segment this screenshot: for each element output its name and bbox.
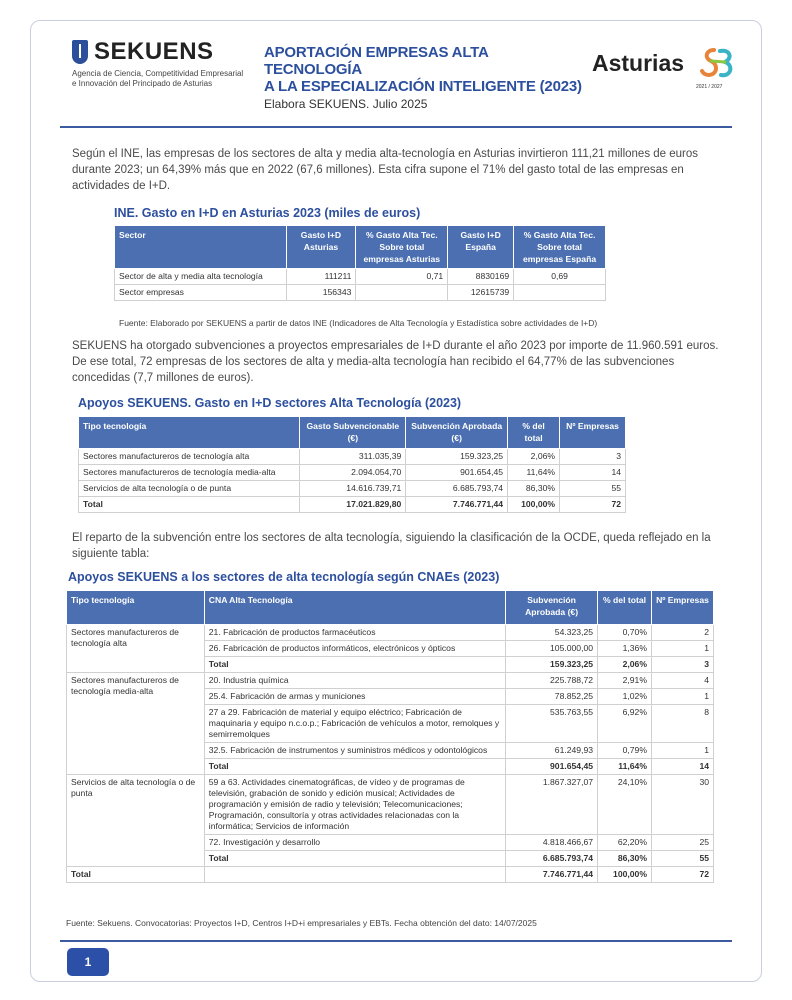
cell: 159.323,25 [506, 657, 598, 673]
table-row [67, 625, 714, 641]
cell: 1 [651, 743, 713, 759]
table-row [79, 481, 626, 497]
cell [204, 867, 505, 883]
cell: 7.746.771,44 [406, 497, 508, 513]
page-title: APORTACIÓN EMPRESAS ALTA TECNOLOGÍA [264, 44, 489, 78]
cell: Total [79, 497, 300, 513]
cell: 8830169 [448, 269, 514, 285]
cell: 62,20% [598, 835, 652, 851]
cnae-table [66, 590, 714, 883]
cell: 0,69 [514, 269, 606, 285]
cell: 100,00% [598, 867, 652, 883]
cell: Total [204, 851, 505, 867]
table1-source: Fuente: Elaborado por SEKUENS a partir de datos INE (Indicadores de Alta Tecnología y Estadística sobre actividades de I+D) [119, 318, 598, 328]
cell: 26. Fabricación de productos informáticos, electrónicos y ópticos [204, 641, 505, 657]
group-label: Sectores manufactureros de tecnología alta [67, 625, 205, 673]
table2-title: Apoyos SEKUENS. Gasto en I+D sectores Alta Tecnología (2023) [78, 396, 462, 410]
logo-name: SEKUENS [94, 38, 214, 65]
cell: 111211 [286, 269, 356, 285]
header [72, 36, 732, 111]
cell: 20. Industria química [204, 673, 505, 689]
cell: 6.685.793,74 [406, 481, 508, 497]
cell: 59 a 63. Actividades cinematográficas, de vídeo y de programas de televisión, grabación de sonido y edición musical; Actividades de programación y emisión de radio y televisión; Telecomunicaciones; Programación, consultoría y otras actividades relacionadas con la informática; Servicios de información [204, 775, 505, 835]
cell: 4 [651, 673, 713, 689]
cell: 6,92% [598, 705, 652, 743]
cell [356, 285, 448, 301]
table-total-row [79, 497, 626, 513]
cell: 61.249,93 [506, 743, 598, 759]
cell: 11,64% [508, 465, 560, 481]
cell: 0,70% [598, 625, 652, 641]
cell: 1,36% [598, 641, 652, 657]
asturias-year: 2021 / 2027 [696, 84, 723, 90]
header-divider [60, 126, 732, 128]
cell: 6.685.793,74 [506, 851, 598, 867]
table-header: Nº Empresas [651, 591, 713, 625]
logo-subtitle-line: Agencia de Ciencia, Competitividad Empresarial [72, 69, 244, 78]
table-header: Gasto I+D Asturias [286, 226, 356, 269]
table-header: Sector [115, 226, 287, 269]
table-header: CNA Alta Tecnología [204, 591, 505, 625]
cell: 0,79% [598, 743, 652, 759]
group-label: Sectores manufactureros de tecnología media-alta [67, 673, 205, 775]
table-header: Nº Empresas [560, 417, 626, 449]
table-header: Gasto I+D España [448, 226, 514, 269]
cell: Sector de alta y media alta tecnología [115, 269, 287, 285]
sekuens-high-tech-table [78, 416, 626, 513]
cell: 156343 [286, 285, 356, 301]
table-header: Gasto Subvencionable (€) [300, 417, 406, 449]
cell: 2,06% [508, 449, 560, 465]
ine-table [114, 225, 606, 301]
cell: 27 a 29. Fabricación de material y equipo eléctrico; Fabricación de maquinaria y equipo n.c.o.p.; Fabricación de vehículos a motor, remolques y semirremolques [204, 705, 505, 743]
cell: Total [204, 759, 505, 775]
cell: 54.323,25 [506, 625, 598, 641]
cell: 3 [651, 657, 713, 673]
table-header: % del total [508, 417, 560, 449]
cell: Servicios de alta tecnología o de punta [79, 481, 300, 497]
cell: 72 [560, 497, 626, 513]
table-header: Tipo tecnología [67, 591, 205, 625]
cell: 4.818.466,67 [506, 835, 598, 851]
cell: Sectores manufactureros de tecnología alta [79, 449, 300, 465]
table-header: % del total [598, 591, 652, 625]
cell: 12615739 [448, 285, 514, 301]
cell: 72 [651, 867, 713, 883]
logo-subtitle-line: e Innovación del Principado de Asturias [72, 79, 213, 88]
cell: 535.763,55 [506, 705, 598, 743]
table-row [115, 285, 606, 301]
cell: 72. Investigación y desarrollo [204, 835, 505, 851]
sekuens-logo [72, 38, 262, 89]
cell: 14.616.739,71 [300, 481, 406, 497]
shield-icon [72, 40, 88, 64]
asturias-logo [592, 44, 737, 94]
cell: 21. Fabricación de productos farmacéuticos [204, 625, 505, 641]
cell: 55 [560, 481, 626, 497]
cell: 2 [651, 625, 713, 641]
final-source: Fuente: Sekuens. Convocatorias: Proyectos I+D, Centros I+D+i empresariales y EBTs. Fecha obtención del dato: 14/07/2025 [66, 918, 537, 928]
cell: 8 [651, 705, 713, 743]
cell: 14 [651, 759, 713, 775]
cell: 25.4. Fabricación de armas y municiones [204, 689, 505, 705]
footer-divider [60, 940, 732, 942]
table-header: Subvención Aprobada (€) [506, 591, 598, 625]
table-row [115, 269, 606, 285]
cell: 86,30% [598, 851, 652, 867]
cell: 86,30% [508, 481, 560, 497]
distribution-paragraph: El reparto de la subvención entre los sectores de alta tecnología, siguiendo la clasificación de la OCDE, queda reflejado en la siguiente tabla: [72, 532, 711, 560]
table-header: % Gasto Alta Tec. Sobre total empresas Asturias [356, 226, 448, 269]
cell: Total [204, 657, 505, 673]
cell: 32.5. Fabricación de instrumentos y suministros médicos y odontológicos [204, 743, 505, 759]
cell: 17.021.829,80 [300, 497, 406, 513]
page-subtitle: Elabora SEKUENS. Julio 2025 [264, 97, 428, 111]
subsidy-paragraph: SEKUENS ha otorgado subvenciones a proyectos empresariales de I+D durante el año 2023 por importe de 11.960.591 euros. De ese total, 72 empresas de los sectores de alta y media-alta tecnología han recibido el 64,77% de las subvenciones concedidas (7,7 millones de euros). [72, 340, 719, 384]
cell: 2,06% [598, 657, 652, 673]
cell: 30 [651, 775, 713, 835]
cell: 1.867.327,07 [506, 775, 598, 835]
logo-subtitle [72, 69, 272, 89]
cell: 901.654,45 [406, 465, 508, 481]
table-header: Tipo tecnología [79, 417, 300, 449]
cell: 14 [560, 465, 626, 481]
cell: 1 [651, 641, 713, 657]
table-header: % Gasto Alta Tec. Sobre total empresas España [514, 226, 606, 269]
cell: 2.094.054,70 [300, 465, 406, 481]
cell: 78.852,25 [506, 689, 598, 705]
cell: 25 [651, 835, 713, 851]
cell: 24,10% [598, 775, 652, 835]
asturias-name: Asturias [592, 50, 685, 76]
table-row [67, 775, 714, 835]
table-row [79, 465, 626, 481]
intro-paragraph: Según el INE, las empresas de los sectores de alta y media alta-tecnología en Asturias invirtieron 111,21 millones de euros durante 2023; un 64,39% más que en 2022 (67,6 millones). Esta cifra supone el 71% del gasto total de las empresas en actividades de I+D. [72, 148, 699, 192]
table3-title: Apoyos SEKUENS a los sectores de alta tecnología según CNAEs (2023) [68, 570, 500, 584]
grand-total-row [67, 867, 714, 883]
cell: 311.035,39 [300, 449, 406, 465]
page-title-line-2: A LA ESPECIALIZACIÓN INTELIGENTE (2023) [264, 78, 582, 95]
cell: 3 [560, 449, 626, 465]
cell: 225.788,72 [506, 673, 598, 689]
cell: 100,00% [508, 497, 560, 513]
s3-icon [700, 44, 736, 84]
cell: Total [67, 867, 205, 883]
cell: 2,91% [598, 673, 652, 689]
cell: Sectores manufactureros de tecnología media-alta [79, 465, 300, 481]
table-row [67, 673, 714, 689]
table-row [79, 449, 626, 465]
cell: 55 [651, 851, 713, 867]
cell: 0,71 [356, 269, 448, 285]
cell: 1 [651, 689, 713, 705]
table-header: Subvención Aprobada (€) [406, 417, 508, 449]
title-block [264, 44, 584, 111]
cell: 105.000,00 [506, 641, 598, 657]
page-number: 1 [67, 948, 109, 976]
group-label: Servicios de alta tecnología o de punta [67, 775, 205, 867]
cell: 7.746.771,44 [506, 867, 598, 883]
cell: 11,64% [598, 759, 652, 775]
cell: 901.654,45 [506, 759, 598, 775]
cell: 159.323,25 [406, 449, 508, 465]
table1-title: INE. Gasto en I+D en Asturias 2023 (miles de euros) [114, 206, 421, 220]
cell: 1,02% [598, 689, 652, 705]
cell [514, 285, 606, 301]
cell: Sector empresas [115, 285, 287, 301]
